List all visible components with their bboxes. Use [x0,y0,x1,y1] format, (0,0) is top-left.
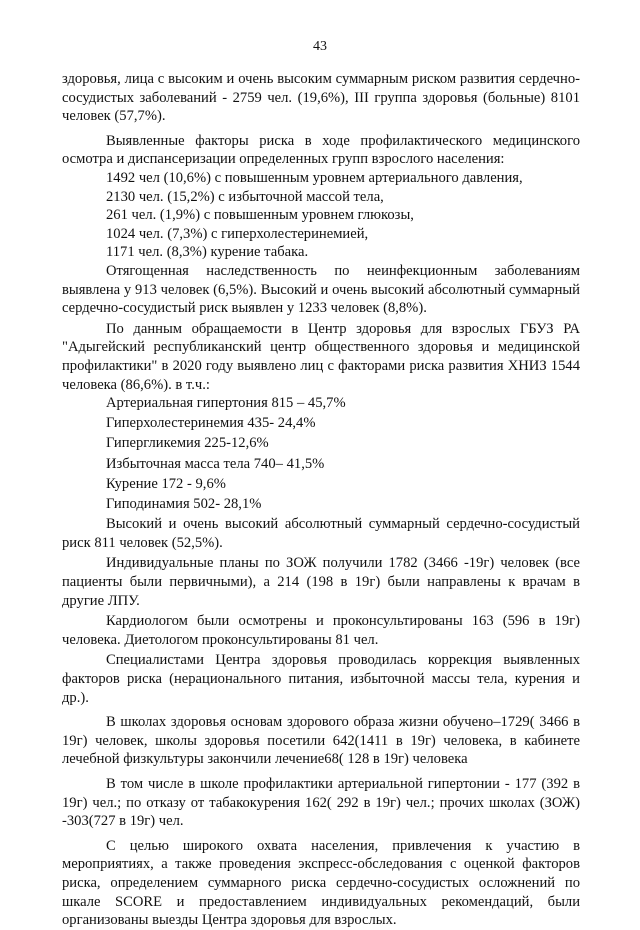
paragraph-correction: Специалистами Центра здоровья проводилась коррекция выявленных факторов риска (нерационального питания, избыточной массы тела, курения и др.). [62,652,580,706]
center-factors-list [62,394,580,514]
list-item: Гиперхолестеринемия 435- 24,4% [106,415,316,432]
paragraph-risk-factors-intro: Выявленные факторы риска в ходе профилактического медицинского осмотра и диспансеризации определенных групп взрослого населения: [62,132,580,168]
paragraph-hypertension-school: В том числе в школе профилактики артериальной гипертонии - 177 (392 в 19г) чел.; по отказу от табакокурения 162( 292 в 19г) чел.; прочих школах (ЗОЖ) -303(727 в 19г) чел. [62,775,580,830]
paragraph-individual-plans: Индивидуальные планы по ЗОЖ получили 1782 (3466 -19г) человек (все пациенты были первичными), а 214 (198 в 19г) были направлены к врачам в другие ЛПУ. [62,555,580,609]
paragraph-absolute-risk: Высокий и очень высокий абсолютный суммарный сердечно-сосудистый риск 811 человек (52,5%). [62,516,580,551]
risk-factors-list [62,169,580,262]
list-item: Артериальная гипертония 815 – 45,7% [106,395,346,412]
paragraph-health-groups: здоровья, лица с высоким и очень высоким суммарным риском развития сердечно-сосудистых заболеваний - 2759 чел. (19,6%), III группа здоровья (больные) 8101 человек (57,7%). [62,71,580,125]
paragraph-cardiology: Кардиологом были осмотрены и проконсультированы 163 (596 в 19г) человека. Диетологом проконсультированы 81 чел. [62,613,580,648]
list-item: Гипергликемия 225-12,6% [106,435,269,452]
list-item: 1171 чел. (8,3%) курение табака. [106,244,309,261]
paragraph-health-schools: В школах здоровья основам здорового образа жизни обучено–1729( 3466 в 19г) человек, школы здоровья посетили 642(1411 в 19г) человека, в кабинете лечебной физкультуры закончили лечение68( 128 в 19г) человека [62,714,580,768]
list-item: 2130 чел. (15,2%) с избыточной массой тела, [106,188,384,205]
paragraph-health-center: По данным обращаемости в Центр здоровья для взрослых ГБУЗ РА "Адыгейский республиканский центр общественного здоровья и медицинской профилактики" в 2020 году выявлено лиц с факторами риска развития ХНИЗ 1544 человека (86,6%). в т.ч.: [62,320,580,393]
list-item: 261 чел. (1,9%) с повышенным уровнем глюкозы, [106,207,414,224]
list-item: Избыточная масса тела 740– 41,5% [106,455,325,472]
list-item: Гиподинамия 502- 28,1% [106,496,262,513]
paragraph-heredity: Отягощенная наследственность по неинфекционным заболеваниям выявлена у 913 человек (6,5%). Высокий и очень высокий абсолютный суммарный сердечно-сосудистый риск выявлен у 1233 человек (8,8%). [62,262,580,317]
paragraph-outreach: С целью широкого охвата населения, привлечения к участию в мероприятиях, а также проведения экспресс-обследования с оценкой факторов риска, определением суммарного риска сердечно-сосудистых осложнений по шкале SCORE и предоставлением индивидуальных рекомендаций, были организованы выезды Центра здоровья для взрослых. [62,837,580,929]
document-body [62,70,580,930]
list-item: 1024 чел. (7,3%) с гиперхолестеринемией, [106,225,369,242]
page-number: 43 [313,39,327,54]
list-item: 1492 чел (10,6%) с повышенным уровнем артериального давления, [106,169,523,186]
list-item: Курение 172 - 9,6% [106,475,226,492]
